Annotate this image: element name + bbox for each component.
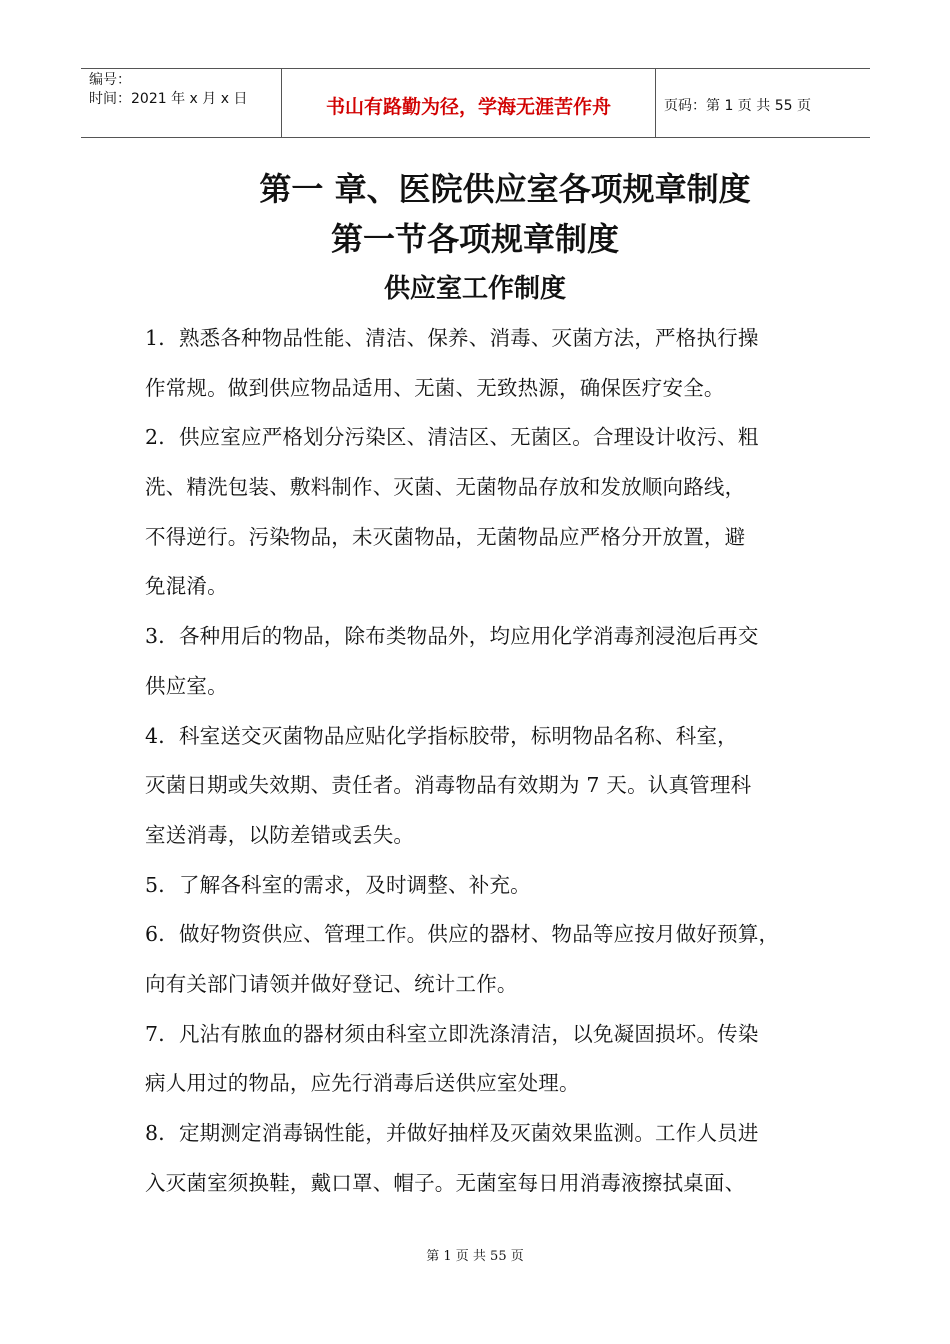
document-header <box>81 68 870 138</box>
section-title: 第一节各项规章制度 <box>330 220 619 258</box>
text-line: 3．各种用后的物品，除布类物品外，均应用化学消毒剂浸泡后再交 <box>145 624 759 649</box>
text-line: 2．供应室应严格划分污染区、清洁区、无菌区。合理设计收污、粗 <box>145 425 759 450</box>
text-line: 入灭菌室须换鞋，戴口罩、帽子。无菌室每日用消毒液擦拭桌面、 <box>145 1170 746 1195</box>
text-line: 病人用过的物品，应先行消毒后送供应室处理。 <box>145 1071 580 1096</box>
chapter-title: 第一 章、医院供应室各项规章制度 <box>259 170 751 208</box>
text-line: 5．了解各科室的需求，及时调整、补充。 <box>145 872 531 897</box>
text-line: 不得逆行。污染物品，未灭菌物品，无菌物品应严格分开放置，避 <box>145 524 746 549</box>
header-motto: 书山有路勤为径，学海无涯苦作舟 <box>282 69 656 137</box>
subsection-title: 供应室工作制度 <box>383 274 566 304</box>
text-line: 1．熟悉各种物品性能、清洁、保养、消毒、灭菌方法，严格执行操 <box>145 326 759 350</box>
text-line: 8．定期测定消毒锅性能，并做好抽样及灭菌效果监测。工作人员进 <box>145 1121 759 1145</box>
body-text <box>145 314 825 1208</box>
text-line: 7．凡沾有脓血的器材须由科室立即洗涤清洁，以免凝固损坏。传染 <box>145 1021 759 1046</box>
text-line: 灭菌日期或失效期、责任者。消毒物品有效期为 7 天。认真管理科 <box>145 773 752 798</box>
text-line: 室送消毒，以防差错或丢失。 <box>145 822 415 847</box>
text-line: 免混淆。 <box>145 574 228 599</box>
header-meta <box>81 69 282 137</box>
number-label: 编号： <box>89 72 131 88</box>
text-line: 向有关部门请领并做好登记、统计工作。 <box>145 971 518 996</box>
page-footer: 第 1 页 共 55 页 <box>426 1249 524 1264</box>
text-line: 作常规。做到供应物品适用、无菌、无致热源，确保医疗安全。 <box>145 375 725 400</box>
text-line: 4．科室送交灭菌物品应贴化学指标胶带，标明物品名称、科室， <box>145 723 738 748</box>
text-line: 供应室。 <box>145 673 228 698</box>
time-label: 时间：2021 年 x 月 x 日 <box>89 91 248 107</box>
text-line: 6．做好物资供应、管理工作。供应的器材、物品等应按月做好预算， <box>145 922 780 947</box>
text-line: 洗、精洗包装、敷料制作、灭菌、无菌物品存放和发放顺向路线， <box>145 475 746 500</box>
header-page-code: 页码：第 1 页 共 55 页 <box>664 98 811 114</box>
